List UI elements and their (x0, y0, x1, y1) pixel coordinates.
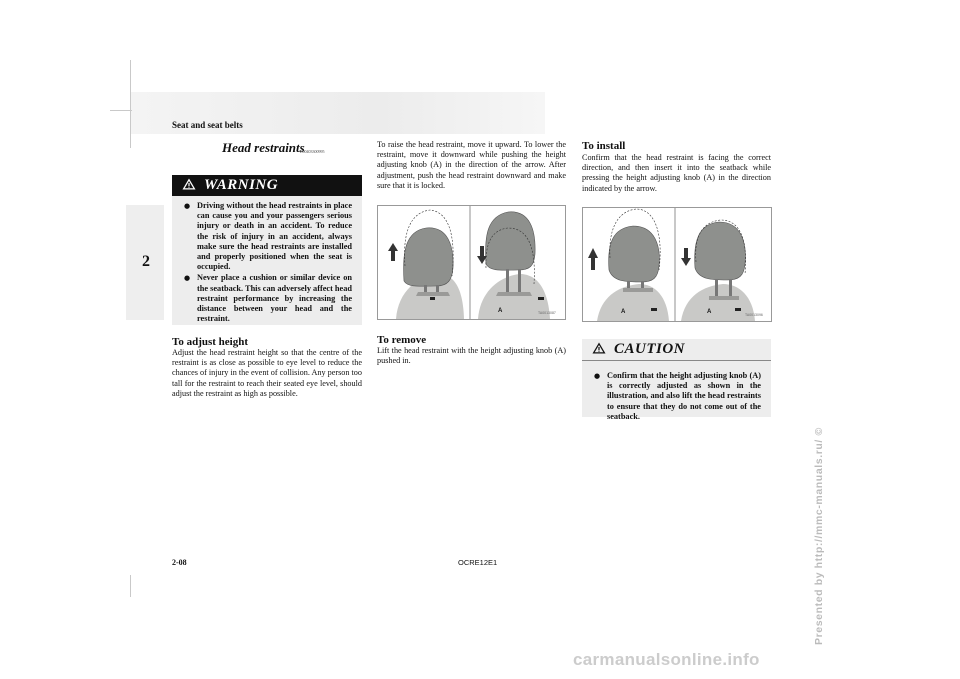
caution-title: CAUTION (614, 341, 686, 357)
warning-triangle-icon (182, 177, 196, 195)
knob-label-a: A (498, 308, 503, 314)
install-text: Confirm that the head restraint is facing the correct direction, and then insert it into the seatback while pressing the height adjusting knob (A) in the direction indicated by the arrow. (582, 153, 771, 193)
knob-label-a: A (621, 309, 626, 315)
doc-code: OCRE12E1 (458, 558, 498, 567)
page-title: Head restraints (222, 140, 305, 155)
warning-item: ● Driving without the head restraints in place can cause you and your passengers serious injury or death in an accident. To reduce the risk of injury in an accident, always make sure the head restraints are installed and properly positioned when the seat is occupied. (184, 201, 352, 272)
adjust-text: Adjust the head restraint height so that the centre of the restraint is as close as possible to eye level to reduce the chances of injury in the event of collision. Any person too tall for the restraint to reach their seated eye level, should adjust the restraint as high as possible. (172, 348, 362, 398)
head-restraint-install-illustration (583, 208, 771, 321)
bullet-icon: ● (184, 274, 191, 283)
warning-triangle-icon (592, 341, 606, 359)
crop-line (110, 110, 132, 111)
page-number: 2-08 (172, 558, 187, 567)
bullet-icon: ● (594, 372, 601, 380)
section-code: E00403300995 (300, 149, 325, 154)
adjust-figure (377, 205, 566, 320)
install-figure (582, 207, 772, 322)
caution-title-bar (582, 339, 771, 361)
caution-item: ● Confirm that the height adjusting knob (A) is correctly adjusted as shown in the illustration, and also lift the head restraints to ensure that they do not come out of the seatback. (594, 371, 761, 421)
head-restraint-illustration (378, 206, 565, 319)
crop-line (130, 575, 131, 597)
caution-box (582, 339, 771, 421)
knob-label-a: A (707, 309, 712, 315)
warning-title: WARNING (204, 177, 279, 193)
chapter-number: 2 (142, 253, 150, 270)
warning-list (172, 196, 362, 324)
warning-title-bar (172, 175, 362, 196)
caution-list (582, 361, 771, 422)
warning-box (172, 175, 362, 325)
watermark: Presented by http://mmc-manuals.ru/ © (813, 427, 825, 645)
remove-heading: To remove (377, 334, 427, 346)
crop-line (130, 60, 131, 148)
adjust-heading: To adjust height (172, 336, 249, 348)
figure-code: TA0013096 (745, 313, 763, 317)
bullet-icon: ● (184, 202, 191, 210)
remove-text: Lift the head restraint with the height adjusting knob (A) pushed in. (377, 346, 566, 366)
warning-item: ● Never place a cushion or similar device on the seatback. This can adversely affect head restraint performance by increasing the distance between your head and the restraint. (184, 273, 352, 324)
section-title: Seat and seat belts (172, 120, 243, 130)
install-heading: To install (582, 140, 626, 152)
site-watermark: carmanualsonline.info (573, 650, 760, 669)
raise-text: To raise the head restraint, move it upward. To lower the restraint, move it downward while pushing the height adjusting knob (A) in the direction of the arrow. After adjustment, push the head restraint downward and make sure that it is locked. (377, 140, 566, 190)
figure-code: TA0013087 (538, 311, 556, 315)
